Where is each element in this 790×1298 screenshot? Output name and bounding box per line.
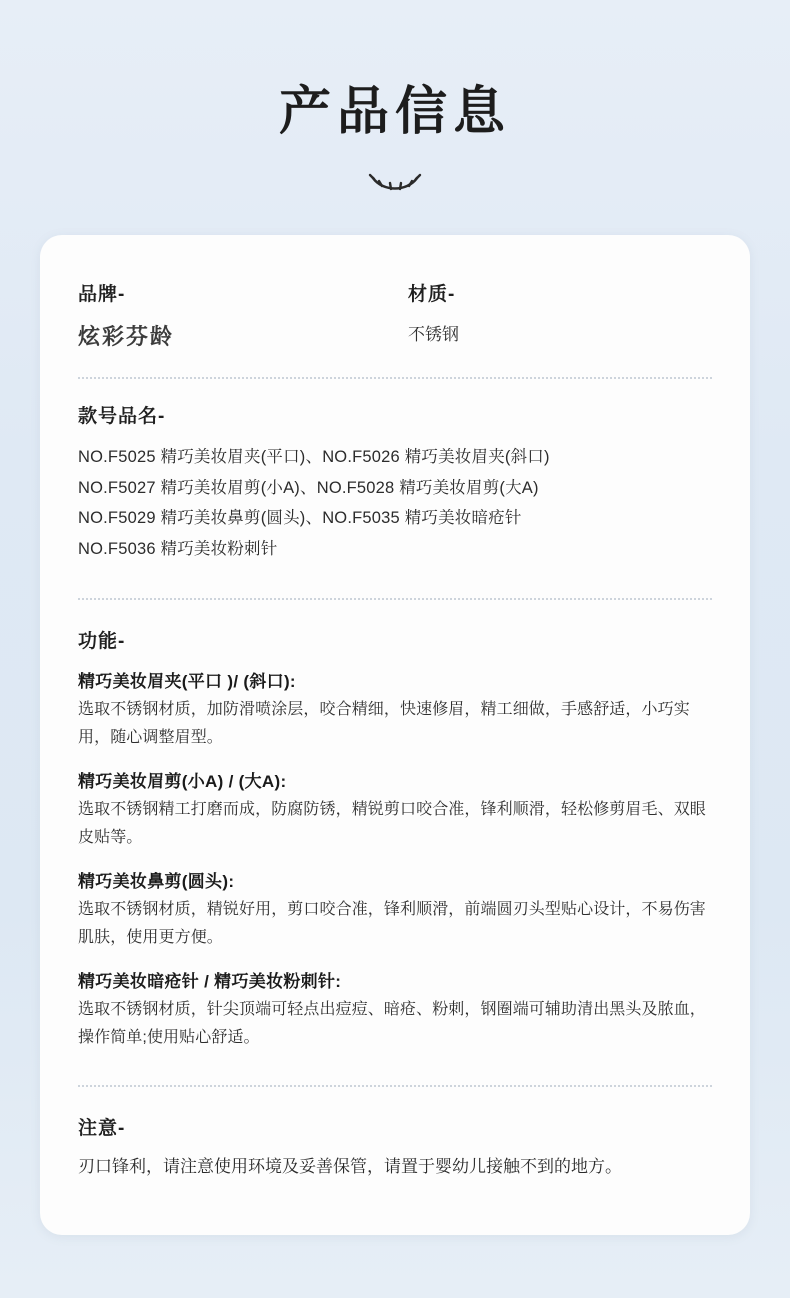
function-title: 精巧美妆鼻剪(圆头): — [78, 872, 235, 892]
notice-section — [78, 1113, 712, 1182]
model-section — [78, 401, 712, 564]
eyelash-icon — [367, 172, 423, 196]
list-item: NO.F5029 精巧美妆鼻剪(圆头)、NO.F5035 精巧美妆暗疮针 — [78, 509, 522, 528]
notice-label: 注意- — [78, 1118, 126, 1140]
function-title: 精巧美妆眉夹(平口 )/ (斜口): — [78, 672, 296, 692]
brand-value: 炫彩芬龄 — [78, 324, 175, 350]
function-item — [78, 867, 712, 951]
decorative-divider — [0, 171, 790, 197]
page-header — [0, 0, 790, 197]
function-label: 功能- — [78, 631, 126, 653]
function-body: 选取不锈钢材质，加防滑喷涂层，咬合精细，快速修眉，精工细做，手感舒适，小巧实用，随心调整眉型。 — [78, 701, 690, 746]
separator-1 — [78, 377, 712, 379]
material-value: 不锈钢 — [408, 325, 459, 345]
list-item: NO.F5025 精巧美妆眉夹(平口)、NO.F5026 精巧美妆眉夹(斜口) — [78, 448, 550, 467]
function-section — [78, 626, 712, 1051]
list-item: NO.F5027 精巧美妆眉剪(小A)、NO.F5028 精巧美妆眉剪(大A) — [78, 478, 539, 497]
material-label: 材质- — [408, 284, 456, 306]
brand-field — [78, 279, 408, 351]
function-item — [78, 667, 712, 751]
brand-label: 品牌- — [78, 284, 126, 306]
function-item — [78, 767, 712, 851]
model-label: 款号品名- — [78, 406, 166, 428]
list-item: NO.F5036 精巧美妆粉刺针 — [78, 539, 278, 558]
function-body: 选取不锈钢精工打磨而成，防腐防锈，精锐剪口咬合准，锋利顺滑，轻松修剪眉毛、双眼皮贴等。 — [78, 801, 706, 846]
separator-2 — [78, 598, 712, 600]
function-title: 精巧美妆眉剪(小A) / (大A): — [78, 772, 287, 792]
function-item — [78, 967, 712, 1051]
function-title: 精巧美妆暗疮针 / 精巧美妆粉刺针: — [78, 972, 342, 992]
material-field — [408, 279, 712, 345]
notice-body: 刃口锋利，请注意使用环境及妥善保管，请置于婴幼儿接触不到的地方。 — [78, 1157, 622, 1177]
function-body: 选取不锈钢材质，精锐好用，剪口咬合准，锋利顺滑，前端圆刃头型贴心设计，不易伤害肌肤，使用更方便。 — [78, 901, 706, 946]
model-list — [78, 442, 712, 564]
separator-3 — [78, 1085, 712, 1087]
page-title: 产品信息 — [278, 83, 511, 141]
brand-material-row — [78, 279, 712, 351]
product-info-card — [40, 235, 750, 1235]
function-body: 选取不锈钢材质，针尖顶端可轻点出痘痘、暗疮、粉刺，钢圈端可辅助清出黑头及脓血，操作简单;使用贴心舒适。 — [78, 1001, 706, 1046]
